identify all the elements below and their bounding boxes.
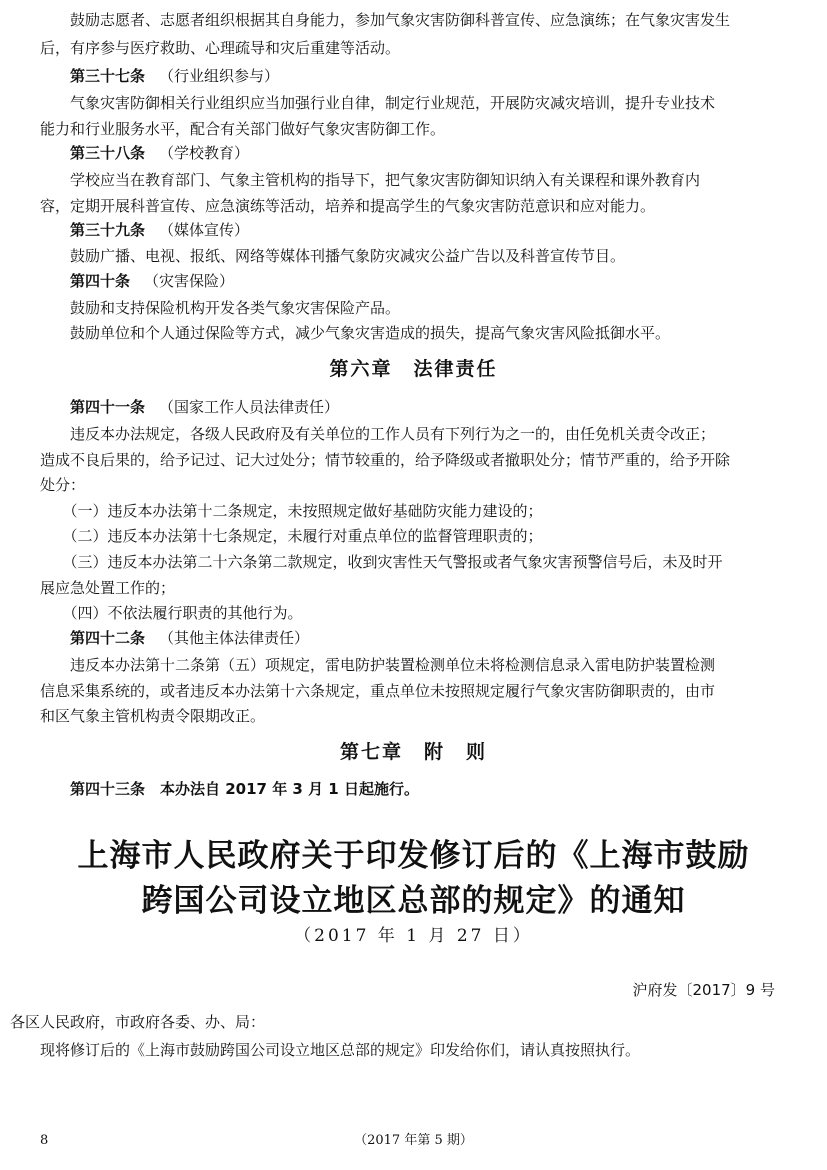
issue-label: （2017 年第 5 期） (354, 1133, 473, 1148)
article-number: 第三十七条 (70, 67, 146, 85)
chapter-heading: 第六章 法律责任 (329, 358, 498, 380)
body-line: 鼓励单位和个人通过保险等方式，减少气象灾害造成的损失，提高气象灾害风险抵御水平。 (40, 324, 671, 342)
article-caption: （灾害保险） (144, 272, 235, 290)
article-number: 第四十一条 (70, 398, 146, 416)
article-number: 第三十八条 (70, 144, 146, 162)
article-heading (40, 220, 792, 240)
body-line: 后，有序参与医疗救助、心理疏导和灾后重建等活动。 (40, 39, 401, 57)
document-number: 沪府发〔2017〕9 号 (632, 981, 775, 999)
notice-date: （2017 年 1 月 27 日） (294, 926, 533, 946)
list-item: （二）违反本办法第十七条规定，未履行对重点单位的监督管理职责的； (40, 527, 543, 545)
article-number: 第四十二条 (70, 629, 146, 647)
article-number: 第三十九条 (70, 221, 146, 239)
chapter-heading: 第七章 附 则 (339, 741, 487, 763)
body-line: 造成不良后果的，给予记过、记大过处分；情节较重的，给予降级或者撤职处分；情节严重的，给予开除 (40, 451, 731, 469)
article-heading (40, 397, 792, 417)
body-line: 学校应当在教育部门、气象主管机构的指导下，把气象灾害防御知识纳入有关课程和课外教育内 (40, 171, 701, 189)
article-heading (40, 271, 792, 291)
article-text: 第四十三条 本办法自 2017 年 3 月 1 日起施行。 (70, 780, 419, 798)
page-number: 8 (40, 1133, 49, 1148)
body-line: 鼓励志愿者、志愿者组织根据其自身能力，参加气象灾害防御科普宣传、应急演练；在气象灾害发生 (40, 11, 731, 29)
body-line: 违反本办法第十二条第（五）项规定，雷电防护装置检测单位未将检测信息录入雷电防护装置检测 (40, 656, 716, 674)
article-heading (40, 143, 792, 163)
body-line: 容，定期开展科普宣传、应急演练等活动，培养和提高学生的气象灾害防范意识和应对能力。 (40, 197, 656, 215)
list-item: （三）违反本办法第二十六条第二款规定，收到灾害性天气警报或者气象灾害预警信号后，未及时开 (40, 553, 723, 571)
list-item: （四）不依法履行职责的其他行为。 (40, 604, 303, 622)
article-number: 第四十条 (70, 272, 131, 290)
body-line: 鼓励和支持保险机构开发各类气象灾害保险产品。 (40, 299, 401, 317)
article-heading (40, 66, 792, 86)
article-heading (40, 628, 792, 648)
notice-title-line1: 上海市人民政府关于印发修订后的《上海市鼓励 (77, 838, 750, 874)
notice-title-line2: 跨国公司设立地区总部的规定》的通知 (141, 883, 686, 919)
article-heading (40, 779, 792, 799)
body-line: 能力和行业服务水平，配合有关部门做好气象灾害防御工作。 (40, 120, 446, 138)
body-line: 鼓励广播、电视、报纸、网络等媒体刊播气象防灾减灾公益广告以及科普宣传节目。 (40, 247, 626, 265)
recipients: 各区人民政府，市政府各委、办、局： (10, 1013, 266, 1031)
body-line: 和区气象主管机构责令限期改正。 (40, 707, 266, 725)
article-caption: （国家工作人员法律责任） (159, 398, 340, 416)
body-line: 处分： (40, 476, 86, 494)
list-item: （一）违反本办法第十二条规定，未按照规定做好基础防灾能力建设的； (40, 502, 543, 520)
body-line: 违反本办法规定，各级人民政府及有关单位的工作人员有下列行为之一的，由任免机关责令改正； (40, 425, 716, 443)
article-caption: （行业组织参与） (159, 67, 280, 85)
body-line: 展应急处置工作的； (40, 579, 176, 597)
body-line: 信息采集系统的，或者违反本办法第十六条规定，重点单位未按照规定履行气象灾害防御职责的，由市 (40, 682, 716, 700)
body-line: 气象灾害防御相关行业组织应当加强行业自律，制定行业规范，开展防灾减灾培训，提升专业技术 (40, 94, 716, 112)
article-caption: （其他主体法律责任） (159, 629, 310, 647)
article-caption: （学校教育） (159, 144, 250, 162)
notice-body: 现将修订后的《上海市鼓励跨国公司设立地区总部的规定》印发给你们，请认真按照执行。 (10, 1041, 641, 1059)
article-caption: （媒体宣传） (159, 221, 250, 239)
